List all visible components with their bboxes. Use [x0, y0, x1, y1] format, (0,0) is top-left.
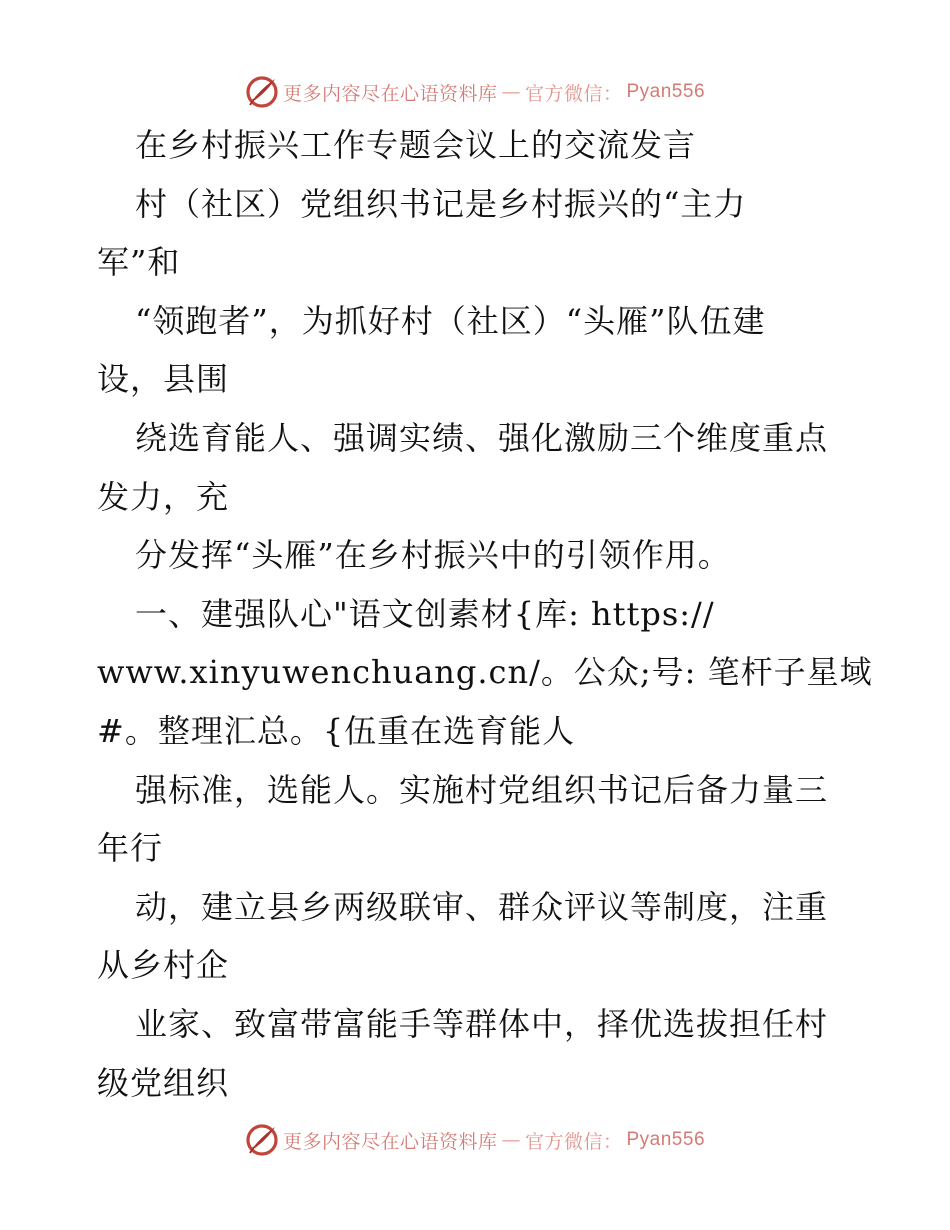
footer-brand-text: 更多内容尽在心语资料库 [282, 1130, 498, 1153]
quill-logo-icon [245, 1123, 279, 1157]
text-line: 年行 [97, 829, 164, 868]
section-heading: 一、建强队心"语文创素材{库: https:// [135, 594, 715, 633]
text-line: 级党组织 [97, 1063, 230, 1102]
footer-banner-inner [245, 1123, 705, 1157]
text-line: #。整理汇总。{伍重在选育能人 [97, 711, 576, 750]
document-title: 在乡村振兴工作专题会议上的交流发言 [135, 126, 697, 164]
header-brand-text: 更多内容尽在心语资料库 [282, 82, 498, 105]
header-banner [0, 72, 950, 112]
footer-wechat-label: 官方微信： [524, 1130, 623, 1153]
text-line: 分发挥“头雁”在乡村振兴中的引领作用。 [135, 536, 731, 575]
text-line: 设，县围 [97, 360, 230, 399]
text-line: 动，建立县乡两级联审、群众评议等制度，注重 [135, 887, 829, 926]
text-line: 从乡村企 [97, 946, 230, 985]
footer-banner [0, 1120, 950, 1160]
footer-dash: — [501, 1129, 521, 1151]
footer-wechat-handle: Pyan556 [626, 1129, 706, 1150]
text-line: www.xinyuwenchuang.cn/。公众;号: 笔杆子星域 [97, 653, 873, 692]
header-wechat-label: 官方微信： [524, 82, 623, 105]
text-line: 发力，充 [97, 477, 230, 516]
text-line: 强标准，选能人。实施村党组织书记后备力量三 [135, 770, 829, 809]
header-wechat-handle: Pyan556 [626, 81, 706, 102]
header-banner-inner [245, 75, 705, 109]
text-line: 业家、致富带富能手等群体中，择优选拔担任村 [135, 1004, 829, 1043]
quill-logo-icon [245, 75, 279, 109]
text-line: 绕选育能人、强调实绩、强化激励三个维度重点 [135, 418, 829, 457]
text-line: 军”和 [97, 243, 181, 282]
document-body [97, 116, 873, 1112]
text-line: “领跑者”，为抓好村（社区）“头雁”队伍建 [135, 301, 766, 340]
text-line: 村（社区）党组织书记是乡村振兴的“主力 [135, 184, 747, 223]
header-dash: — [501, 81, 521, 103]
